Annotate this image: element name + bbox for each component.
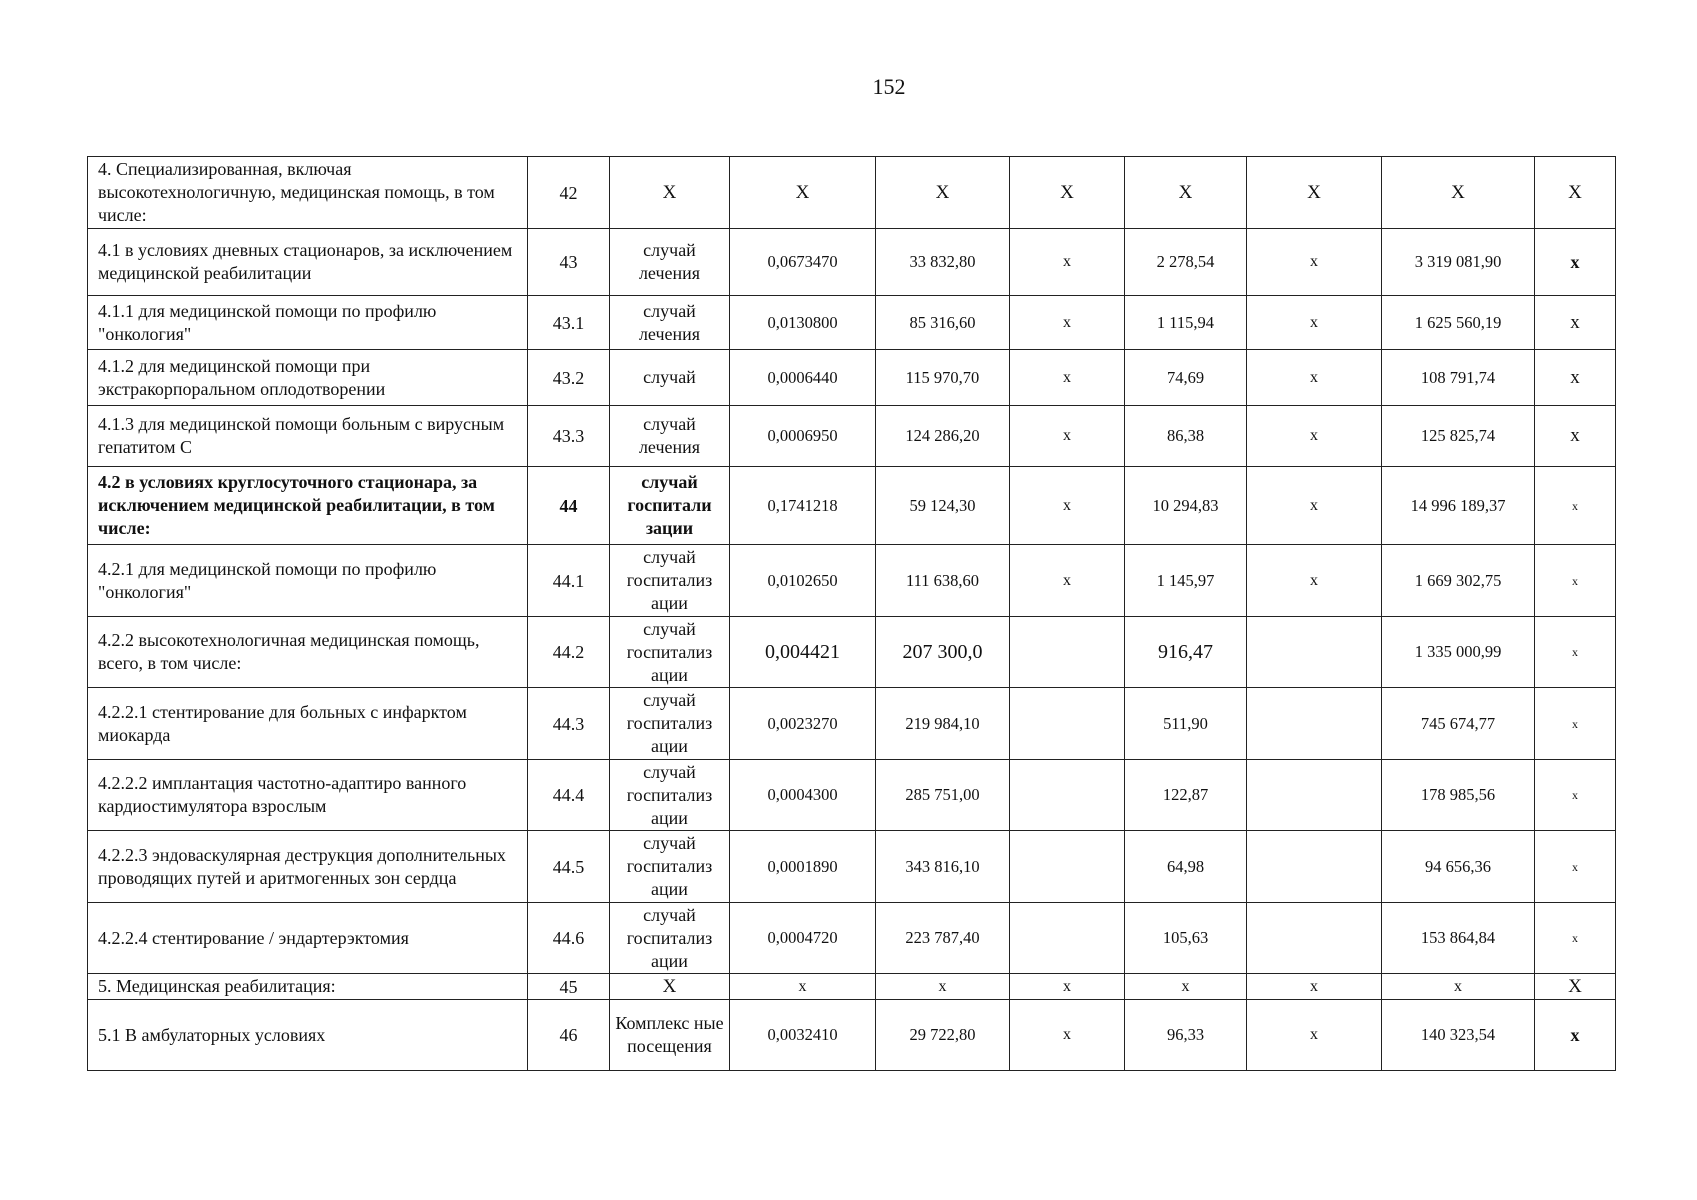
value-cell: 0,004421 <box>730 617 876 688</box>
row-number: 43.3 <box>528 406 610 467</box>
value-cell: 85 316,60 <box>876 296 1010 350</box>
row-name: 4.2.2.3 эндоваскулярная деструкция дополнительных проводящих путей и аритмогенных зон сердца <box>88 831 528 903</box>
value-cell: 74,69 <box>1125 350 1247 406</box>
value-cell: 140 323,54 <box>1382 1000 1535 1071</box>
value-cell: х <box>1247 229 1382 296</box>
unit-cell: случай госпитали зации <box>610 467 730 545</box>
row-name: 4.2.2.1 стентирование для больных с инфарктом миокарда <box>88 688 528 760</box>
value-cell: 0,0130800 <box>730 296 876 350</box>
row-number: 45 <box>528 974 610 1000</box>
row-number: 44.4 <box>528 760 610 831</box>
value-cell: х <box>876 974 1010 1000</box>
value-cell: Х <box>1535 157 1616 229</box>
table-row <box>88 229 1616 296</box>
table-row <box>88 974 1616 1000</box>
value-cell: х <box>1010 229 1125 296</box>
table-row <box>88 350 1616 406</box>
row-number: 44.5 <box>528 831 610 903</box>
value-cell: 29 722,80 <box>876 1000 1010 1071</box>
value-cell: х <box>1010 1000 1125 1071</box>
row-name: 4.2.2 высокотехнологичная медицинская помощь, всего, в том числе: <box>88 617 528 688</box>
value-cell <box>1010 688 1125 760</box>
unit-cell: случай <box>610 350 730 406</box>
value-cell: Х <box>1535 974 1616 1000</box>
value-cell: 219 984,10 <box>876 688 1010 760</box>
row-number: 44 <box>528 467 610 545</box>
row-number: 44.2 <box>528 617 610 688</box>
value-cell: 223 787,40 <box>876 903 1010 974</box>
value-cell: 745 674,77 <box>1382 688 1535 760</box>
value-cell <box>1247 617 1382 688</box>
row-name: 4.1.3 для медицинской помощи больным с вирусным гепатитом С <box>88 406 528 467</box>
value-cell: Х <box>1010 157 1125 229</box>
value-cell: 0,0102650 <box>730 545 876 617</box>
value-cell: х <box>1247 545 1382 617</box>
table-row <box>88 688 1616 760</box>
row-number: 43.1 <box>528 296 610 350</box>
value-cell: х <box>1535 229 1616 296</box>
value-cell: х <box>1010 296 1125 350</box>
row-name: 4. Специализированная, включая высокотехнологичную, медицинская помощь, в том числе: <box>88 157 528 229</box>
row-name: 5.1 В амбулаторных условиях <box>88 1000 528 1071</box>
value-cell: Х <box>1125 157 1247 229</box>
row-name: 4.1.1 для медицинской помощи по профилю "онкология" <box>88 296 528 350</box>
value-cell: х <box>1247 1000 1382 1071</box>
value-cell: Х <box>1382 157 1535 229</box>
value-cell: 125 825,74 <box>1382 406 1535 467</box>
value-cell: х <box>1535 350 1616 406</box>
value-cell: 1 115,94 <box>1125 296 1247 350</box>
table-row <box>88 760 1616 831</box>
value-cell: Х <box>1247 157 1382 229</box>
value-cell: 108 791,74 <box>1382 350 1535 406</box>
unit-cell: случай госпитализ ации <box>610 831 730 903</box>
row-name: 4.2 в условиях круглосуточного стационара, за исключением медицинской реабилитации, в том числе: <box>88 467 528 545</box>
table-row <box>88 903 1616 974</box>
value-cell: 0,0023270 <box>730 688 876 760</box>
row-number: 44.1 <box>528 545 610 617</box>
value-cell: х <box>1247 467 1382 545</box>
value-cell <box>1247 688 1382 760</box>
value-cell: 153 864,84 <box>1382 903 1535 974</box>
value-cell: х <box>1010 545 1125 617</box>
value-cell: 14 996 189,37 <box>1382 467 1535 545</box>
row-name: 4.2.2.4 стентирование / эндартерэктомия <box>88 903 528 974</box>
table-row <box>88 617 1616 688</box>
value-cell: х <box>1535 545 1616 617</box>
value-cell: 0,0006440 <box>730 350 876 406</box>
value-cell: 3 319 081,90 <box>1382 229 1535 296</box>
value-cell: 122,87 <box>1125 760 1247 831</box>
unit-cell: случай госпитализ ации <box>610 903 730 974</box>
value-cell: х <box>1535 406 1616 467</box>
row-number: 46 <box>528 1000 610 1071</box>
value-cell: 0,0001890 <box>730 831 876 903</box>
value-cell: х <box>1382 974 1535 1000</box>
value-cell: х <box>1247 406 1382 467</box>
value-cell: х <box>1247 974 1382 1000</box>
value-cell: Х <box>876 157 1010 229</box>
value-cell: 1 625 560,19 <box>1382 296 1535 350</box>
value-cell: х <box>1535 296 1616 350</box>
value-cell: х <box>1010 974 1125 1000</box>
table-row <box>88 157 1616 229</box>
value-cell: 64,98 <box>1125 831 1247 903</box>
value-cell: 124 286,20 <box>876 406 1010 467</box>
value-cell: 178 985,56 <box>1382 760 1535 831</box>
unit-cell: случай госпитализ ации <box>610 760 730 831</box>
value-cell <box>1247 903 1382 974</box>
row-number: 43 <box>528 229 610 296</box>
value-cell: 0,0004720 <box>730 903 876 974</box>
value-cell: х <box>1535 467 1616 545</box>
value-cell: х <box>1125 974 1247 1000</box>
unit-cell: случай госпитализ ации <box>610 617 730 688</box>
row-name: 4.2.1 для медицинской помощи по профилю "онкология" <box>88 545 528 617</box>
unit-cell: Х <box>610 974 730 1000</box>
unit-cell: Комплекс ные посещения <box>610 1000 730 1071</box>
value-cell: х <box>1247 296 1382 350</box>
value-cell: 916,47 <box>1125 617 1247 688</box>
value-cell: х <box>1010 467 1125 545</box>
value-cell <box>1010 760 1125 831</box>
value-cell <box>1247 831 1382 903</box>
table-row <box>88 545 1616 617</box>
unit-cell: случай лечения <box>610 229 730 296</box>
value-cell: 0,0032410 <box>730 1000 876 1071</box>
value-cell: х <box>1535 688 1616 760</box>
value-cell: 511,90 <box>1125 688 1247 760</box>
value-cell: 2 278,54 <box>1125 229 1247 296</box>
unit-cell: случай госпитализ ации <box>610 688 730 760</box>
row-number: 44.6 <box>528 903 610 974</box>
row-name: 4.2.2.2 имплантация частотно-адаптиро ванного кардиостимулятора взрослым <box>88 760 528 831</box>
value-cell: 0,0004300 <box>730 760 876 831</box>
value-cell: 0,0006950 <box>730 406 876 467</box>
value-cell: х <box>1010 406 1125 467</box>
value-cell: х <box>1535 1000 1616 1071</box>
table-row <box>88 296 1616 350</box>
value-cell: 0,1741218 <box>730 467 876 545</box>
value-cell: 86,38 <box>1125 406 1247 467</box>
value-cell: 0,0673470 <box>730 229 876 296</box>
value-cell: х <box>730 974 876 1000</box>
table-row <box>88 831 1616 903</box>
table-row <box>88 467 1616 545</box>
value-cell: х <box>1535 831 1616 903</box>
value-cell: 115 970,70 <box>876 350 1010 406</box>
value-cell: х <box>1535 617 1616 688</box>
value-cell: 343 816,10 <box>876 831 1010 903</box>
value-cell <box>1010 903 1125 974</box>
value-cell <box>1010 617 1125 688</box>
row-number: 42 <box>528 157 610 229</box>
row-number: 44.3 <box>528 688 610 760</box>
value-cell: 96,33 <box>1125 1000 1247 1071</box>
row-number: 43.2 <box>528 350 610 406</box>
data-table <box>87 156 1616 1071</box>
value-cell: 105,63 <box>1125 903 1247 974</box>
value-cell: 285 751,00 <box>876 760 1010 831</box>
unit-cell: Х <box>610 157 730 229</box>
value-cell <box>1010 831 1125 903</box>
value-cell: 111 638,60 <box>876 545 1010 617</box>
value-cell: 59 124,30 <box>876 467 1010 545</box>
value-cell: 94 656,36 <box>1382 831 1535 903</box>
unit-cell: случай лечения <box>610 296 730 350</box>
value-cell: 207 300,0 <box>876 617 1010 688</box>
row-name: 5. Медицинская реабилитация: <box>88 974 528 1000</box>
value-cell: 1 335 000,99 <box>1382 617 1535 688</box>
value-cell: х <box>1010 350 1125 406</box>
table-row <box>88 1000 1616 1071</box>
unit-cell: случай лечения <box>610 406 730 467</box>
table-row <box>88 406 1616 467</box>
value-cell: х <box>1535 760 1616 831</box>
row-name: 4.1.2 для медицинской помощи при экстракорпоральном оплодотворении <box>88 350 528 406</box>
page-number: 152 <box>872 74 906 99</box>
value-cell: х <box>1535 903 1616 974</box>
unit-cell: случай госпитализ ации <box>610 545 730 617</box>
value-cell: Х <box>730 157 876 229</box>
value-cell: 1 669 302,75 <box>1382 545 1535 617</box>
row-name: 4.1 в условиях дневных стационаров, за исключением медицинской реабилитации <box>88 229 528 296</box>
value-cell: х <box>1247 350 1382 406</box>
value-cell: 33 832,80 <box>876 229 1010 296</box>
value-cell: 10 294,83 <box>1125 467 1247 545</box>
value-cell <box>1247 760 1382 831</box>
value-cell: 1 145,97 <box>1125 545 1247 617</box>
